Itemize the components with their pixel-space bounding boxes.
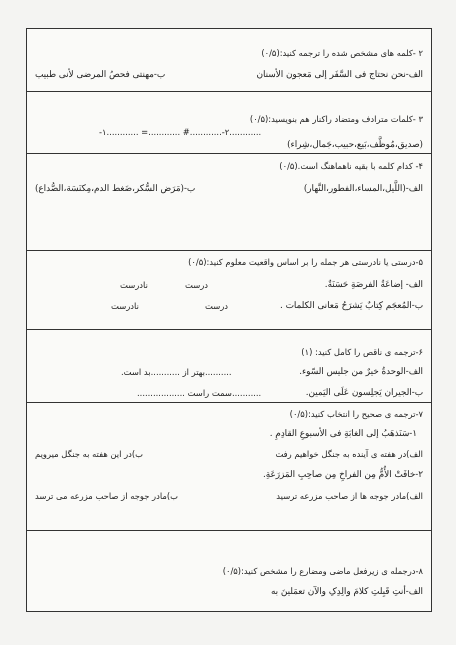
question-6-item-b-arabic: ب-الجیران یَجلِسون عَلَی الیَمین. [305,388,423,398]
question-7 [27,403,431,531]
question-6-item-a-arabic: الف-الوحدةُ خیرٌ من جلیس السّوء. [299,367,423,377]
question-5-title: ۵-درستی یا نادرستی هر جمله را بر اساس واقعیت معلوم کنید:(۰/۵) [188,257,423,267]
question-8-sentence: الف-أنتِ قَبِلتِ کلامَ والِدِکِ والآن تعمَلینَ به [270,587,423,597]
question-4 [27,154,431,251]
question-5-a-correct: درست [185,280,209,290]
question-4-title: ۴- کدام کلمه با بقیه ناهماهنگ است.(۰/۵) [279,161,423,171]
question-6-item-a-translation: ..........بهتر از ...........بد است. [121,367,232,377]
question-6-item-b-translation: ...........سمت راست .................. [137,388,262,398]
question-7-sentence-1-option-b: ب)در این هفته به جنگل میرویم [35,449,144,459]
question-4-option-b: ب-(مَرَض السُّکر،ضَغط الدم،مِکنَسَة،الصُّداع) [35,184,196,194]
question-2-title: ۲ -کلمه های مشخص شده را ترجمه کنید:(۰/۵) [261,48,423,58]
question-7-title: ۷-ترجمه ی صحیح را انتخاب کنید:(۰/۵) [289,409,423,419]
question-2 [27,29,431,92]
question-7-sentence-1-option-a: الف)در هفته ی آینده به جنگل خواهیم رفت [275,449,423,459]
question-2-sentence-a: الف-نحن نحتاج فی السَّفَر إلی مَعجون الأسنان [256,70,423,80]
question-3-words: (صدیق،مُوظَّف،بَیع،حبیب،جَمال،شِراء) [287,140,423,150]
question-4-option-a: الف-(اللَّیل،المساء،الفطور،النَّهار) [303,184,423,194]
question-2-sentence-b: ب-مهنتی فحصُ المرضی لأنی طبیب [35,70,166,80]
question-7-sentence-2-option-b: ب)مادر جوجه از صاحب مزرعه می ترسد [35,491,179,501]
question-8 [27,531,431,613]
question-5-item-a: الف- إضاعَةُ الفرصَةِ حَسَنَةٌ. [324,280,423,290]
question-3-title: ۳ -کلمات مترادف ومتضاد راکنار هم بنویسید:(۰/۵) [249,114,423,124]
question-8-title: ۸-درجمله ی زیرفعل ماضی ومضارع را مشخص کنید:(۰/۵) [222,566,423,576]
question-3 [27,92,431,154]
question-5-a-incorrect: نادرست [120,280,148,290]
question-6 [27,330,431,403]
exam-sheet [26,28,432,612]
question-5-b-correct: درست [205,301,229,311]
question-7-sentence-1: ۱-سَنَذهَبُ إلی الغابَةِ فی الأسبوعِ القادِمِ . [269,429,417,439]
question-3-fill-line: ............۲-............# ............= ............۱- [99,127,262,137]
question-6-title: ۶-ترجمه ی ناقص را کامل کنید: (۱) [301,347,423,357]
question-7-sentence-2-option-a: الف)مادر جوجه ها از صاحب مزرعه ترسید [276,491,423,501]
question-5-item-b: ب-المُعجَم کِتابٌ یَشرَحُ مَعانی الکلمات . [279,301,423,311]
question-7-sentence-2: ۲-خافَتْ الأُمُّ مِن الفراخِ مِن صاحِبِ المَزرَعَةِ. [262,470,423,480]
question-5 [27,251,431,330]
question-5-b-incorrect: نادرست [111,301,139,311]
